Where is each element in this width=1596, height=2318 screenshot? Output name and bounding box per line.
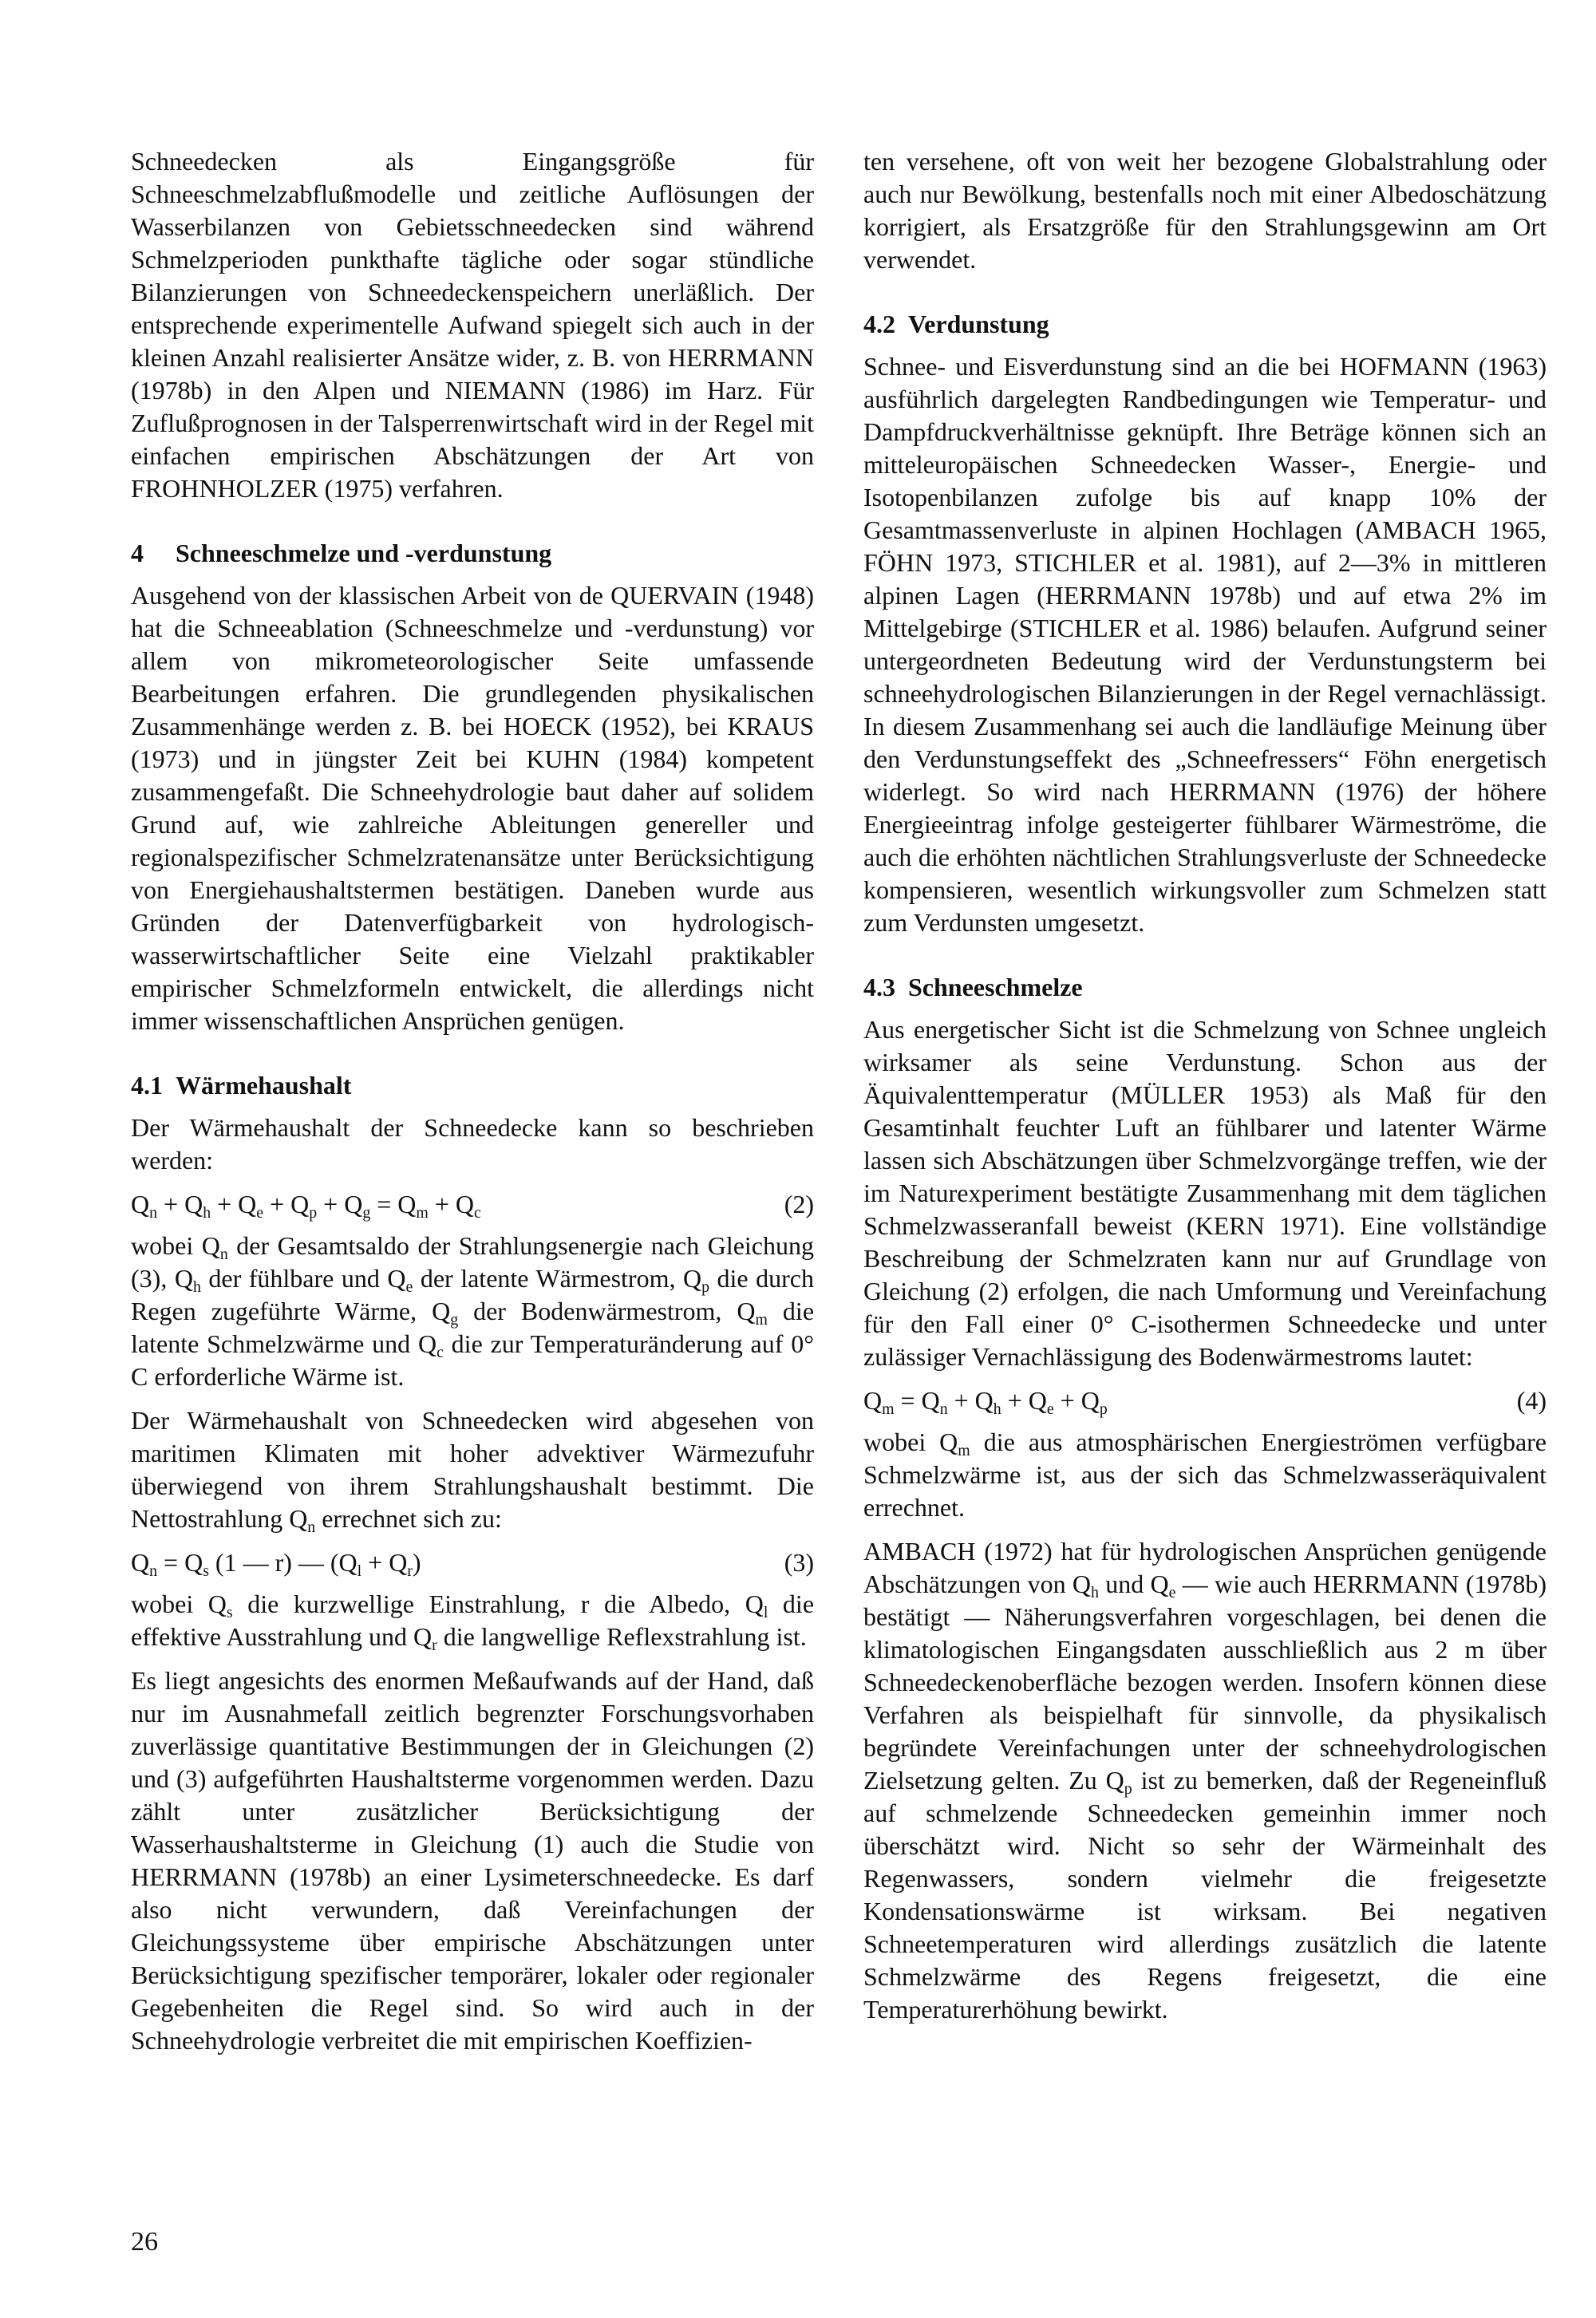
paragraph: wobei $Q_s$ die kurzwellige Einstrahlung, r die Albedo, $Q_l$ die effektive Ausstrahlung und $Q_r$ die langwellige Reflexstrahlung ist. xyxy=(131,1589,815,1654)
section-title: Schneeschmelze und -verdunstung xyxy=(176,539,552,567)
equation-2: $Q_n + Q_h + Q_e + Q_p + Q_g = Q_m + Q_c$ (2) xyxy=(131,1187,814,1222)
section-heading-4 xyxy=(131,537,814,570)
paragraph: Aus energetischer Sicht ist die Schmelzung von Schnee ungleich wirksamer als seine Verdunstung. Schon aus der Äquivalenttemperatur (MÜLLER 1953) als Maß für den Gesamtinhalt feuchter Luft an fühlbarer und latenter Wärme lassen sich Abschätzungen über Schmelzvorgänge treffen, wie der im Naturexperiment bestätigte Zusammenhang mit dem täglichen Schmelzwasseranfall beweist (KERN 1971). Eine vollständige Beschreibung der Schmelzraten kann nur auf Grundlage von Gleichung (2) erfolgen, die nach Umformung und Vereinfachung für den Fall einer 0° C-isothermen Schneedecke und unter zulässiger Vernachlässigung des Bodenwärmestroms lautet: xyxy=(863,1015,1547,1371)
equation-3: $Q_n = Q_s$ (1 — r) — $(Q_l + Q_r)$ (3) xyxy=(131,1545,814,1580)
section-number: 4.2 xyxy=(863,310,895,338)
section-heading-4-2 xyxy=(863,308,1547,341)
page-number: 26 xyxy=(131,2227,158,2257)
equation-number: (2) xyxy=(784,1190,814,1218)
paragraph: ten versehene, oft von weit her bezogene Globalstrahlung oder auch nur Bewölkung, bestenfalls noch mit einer Albedoschätzung korrigiert, als Ersatzgröße für den Strahlungsgewinn am Ort verwendet. xyxy=(863,147,1547,274)
section-title: Schneeschmelze xyxy=(908,973,1083,1001)
paragraph: Schnee- und Eisverdunstung sind an die bei HOFMANN (1963) ausführlich dargelegten Randbedingungen wie Temperatur- und Dampfdruckverhältnisse geknüpft. Ihre Beträge können sich an mitteleuropäischen Schneedecken Wasser-, Energie- und Isotopenbilanzen zufolge bis auf knapp 10% der Gesamtmassenverluste in alpinen Hochlagen (AMBACH 1965, FÖHN 1973, STICHLER et al. 1981), auf 2—3% in mittleren alpinen Lagen (HERRMANN 1978b) und auf etwa 2% im Mittelgebirge (STICHLER et al. 1986) belaufen. Aufgrund seiner untergeordneten Bedeutung wird der Verdunstungsterm bei schneehydrologischen Bilanzierungen in der Regel vernachlässigt. In diesem Zusammenhang sei auch die landläufige Meinung über den Verdunstungseffekt des „Schneefressers“ Föhn energetisch widerlegt. So wird nach HERRMANN (1976) der höhere Energieeintrag infolge gesteigerter fühlbarer Wärmeströme, die auch die erhöhten nächtlichen Strahlungsverluste der Schneedecke kompensieren, wesentlich wirkungsvoller zum Schmelzen statt zum Verdunsten umgesetzt. xyxy=(863,352,1547,937)
equation-4: $Q_m = Q_n + Q_h + Q_e + Q_p$ (4) xyxy=(863,1383,1547,1418)
equation-number: (4) xyxy=(1516,1386,1547,1415)
paragraph: wobei $Q_n$ der Gesamtsaldo der Strahlungsenergie nach Gleichung (3), $Q_h$ der fühlbare und $Q_e$ der latente Wärmestrom, $Q_p$ die durch Regen zugeführte Wärme, $Q_g$ der Bodenwärmestrom, $Q_m$ die latente Schmelzwärme und $Q_c$ die zur Temperaturänderung auf 0° C erforderliche Wärme ist. xyxy=(131,1231,815,1391)
paragraph: Ausgehend von der klassischen Arbeit von de QUERVAIN (1948) hat die Schneeablation (Schneeschmelze und -verdunstung) vor allem von mikrometeorologischer Seite umfassende Bearbeitungen erfahren. Die grundlegenden physikalischen Zusammenhänge werden z. B. bei HOECK (1952), bei KRAUS (1973) und in jüngster Zeit bei KUHN (1984) kompetent zusammengefaßt. Die Schneehydrologie baut daher auf solidem Grund auf, wie zahlreiche Ableitungen genereller und regionalspezifischer Schmelzratenansätze unter Berücksichtigung von Energiehaushaltstermen bestätigen. Daneben wurde aus Gründen der Datenverfügbarkeit von hydrologisch-wasserwirtschaftlicher Seite eine Vielzahl praktikabler empirischer Schmelzformeln entwickelt, die allerdings nicht immer wissenschaftlichen Ansprüchen genügen. xyxy=(131,581,814,1035)
section-title: Verdunstung xyxy=(908,310,1049,338)
section-number: 4 xyxy=(131,539,144,567)
paragraph: Es liegt angesichts des enormen Meßaufwands auf der Hand, daß nur im Ausnahmefall zeitlich begrenzter Forschungsvorhaben zuverlässige quantitative Bestimmungen der in Gleichungen (2) und (3) aufgeführten Haushaltsterme vorgenommen werden. Dazu zählt unter zusätzlicher Berücksichtigung der Wasserhaushaltsterme in Gleichung (1) auch die Studie von HERRMANN (1978b) an einer Lysimeterschneedecke. Es darf also nicht verwundern, daß Vereinfachungen der Gleichungssysteme über empirische Abschätzungen unter Berücksichtigung spezifischer temporärer, lokaler oder regionaler Gegebenheiten die Regel sind. So wird auch in der Schneehydrologie verbreitet die mit empirischen Koeffizien- xyxy=(131,1666,814,2055)
equation-number: (3) xyxy=(784,1548,814,1577)
paragraph: Der Wärmehaushalt von Schneedecken wird abgesehen von maritimen Klimaten mit hoher advektiver Wärmezufuhr überwiegend von ihrem Strahlungshaushalt bestimmt. Die Nettostrahlung $Q_n$ errechnet sich zu: xyxy=(131,1406,814,1536)
paragraph: Schneedecken als Eingangsgröße für Schneeschmelzabflußmodelle und zeitliche Auflösungen der Wasserbilanzen von Gebietsschneedecken sind während Schmelzperioden punkthafte tägliche oder sogar stündliche Bilanzierungen von Schneedeckenspeichern unerläßlich. Der entsprechende experimentelle Aufwand spiegelt sich auch in der kleinen Anzahl realisierter Ansätze wider, z. B. von HERRMANN (1978b) in den Alpen und NIEMANN (1986) im Harz. Für Zuflußprognosen in der Talsperrenwirtschaft wird in der Regel mit einfachen empirischen Abschätzungen der Art von FROHNHOLZER (1975) verfahren. xyxy=(131,147,814,503)
paragraph: Der Wärmehaushalt der Schneedecke kann so beschrieben werden: xyxy=(131,1113,814,1175)
section-title: Wärmehaushalt xyxy=(176,1071,352,1100)
section-heading-4-1 xyxy=(131,1069,814,1102)
paragraph: wobei $Q_m$ die aus atmosphärischen Energieströmen verfügbare Schmelzwärme ist, aus der sich das Schmelzwasseräquivalent errechnet. xyxy=(863,1428,1547,1522)
section-heading-4-3 xyxy=(863,971,1547,1004)
paragraph: AMBACH (1972) hat für hydrologischen Ansprüchen genügende Abschätzungen von $Q_h$ und $Q_e$ — wie auch HERRMANN (1978b) bestätigt — Näherungsverfahren vorgeschlagen, bei denen die klimatologischen Eingangsdaten ausschließlich aus 2 m über Schneedeckenoberfläche bezogen werden. Insofern können diese Verfahren als beispielhaft für sinnvolle, da physikalisch begründete Vereinfachungen unter der schneehydrologischen Zielsetzung gelten. Zu $Q_p$ ist zu bemerken, daß der Regeneinfluß auf schmelzende Schneedecken gemeinhin immer noch überschätzt wird. Nicht so sehr der Wärmeinhalt des Regenwassers, sondern vielmehr die freigesetzte Kondensationswärme ist wirksam. Bei negativen Schneetemperaturen wird allerdings zusätzlich die latente Schmelzwärme des Regens freigesetzt, die eine Temperaturerhöhung bewirkt. xyxy=(863,1537,1547,2024)
section-number: 4.1 xyxy=(131,1071,163,1100)
right-column xyxy=(863,145,1547,2026)
section-number: 4.3 xyxy=(863,973,895,1001)
left-column xyxy=(131,145,814,2057)
